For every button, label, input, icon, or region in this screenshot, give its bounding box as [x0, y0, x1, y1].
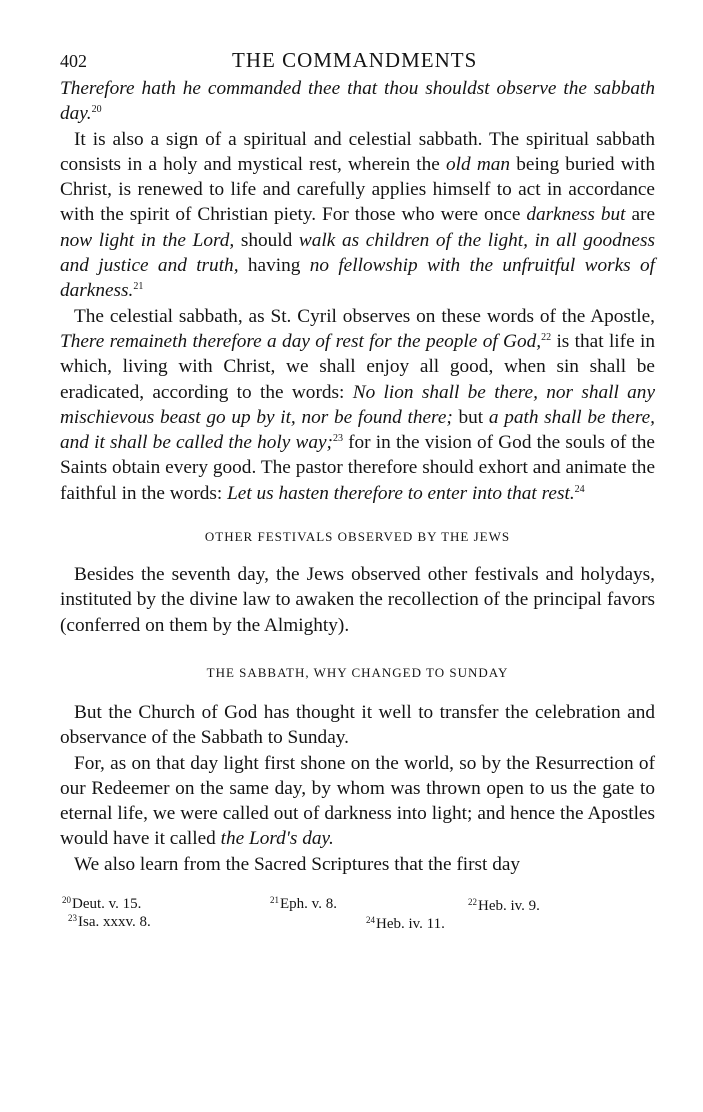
italic-run: a path shall be there, and it shall be called the holy way; — [60, 406, 655, 454]
footnote-mark: 21 — [270, 895, 279, 906]
paragraph-1 — [60, 76, 655, 127]
footnote-24 — [366, 915, 445, 933]
page-header — [60, 46, 655, 76]
text-run: but — [452, 406, 489, 428]
text-run: It is also a sign of a spiritual and celestial sabbath. The spiritual sabbath consists in a holy and mystical rest, wherein the — [60, 128, 655, 175]
italic-run: darkness but — [526, 204, 626, 226]
scripture-quote: Therefore hath he commanded thee that thou shouldst observe the sabbath day. — [60, 78, 655, 125]
italic-run: There remaineth therefore a day of rest for the people of God, — [60, 330, 542, 352]
footnote-text: Isa. xxxv. 8. — [78, 914, 151, 931]
italic-run: Let us hasten therefore to enter into that rest. — [227, 482, 575, 504]
paragraph-6 — [60, 751, 655, 852]
footnote-mark: 23 — [68, 913, 77, 924]
text-run: For, as on that day light first shone on the world, so by the Resurrection of our Redeemer on the same day, by whom was thrown open to us the gate to eternal life, we were called out of darkness into light; and hence the Apostles would have it called — [60, 752, 655, 850]
italic-run: No lion shall be there, nor shall any mischievous beast go up by it, nor be found there; — [60, 381, 656, 428]
section-heading-sabbath-sunday: THE SABBATH, WHY CHANGED TO SUNDAY — [206, 664, 509, 680]
footnote-text: Heb. iv. 9. — [478, 898, 540, 915]
footnotes — [60, 891, 655, 935]
footnote-text: Heb. iv. 11. — [376, 916, 445, 933]
italic-run: old man — [446, 153, 511, 175]
text-run: being buried with Christ, is renewed to life and carefully applies himself to act in accordance with the spirit of Christian piety. For those who were once — [60, 153, 655, 226]
paragraph-5: But the Church of God has thought it well to transfer the celebration and observance of the Sabbath to Sunday. — [60, 701, 655, 749]
footnote-mark: 20 — [62, 895, 71, 906]
italic-run: the Lord's day. — [220, 828, 334, 850]
page-number: 402 — [60, 51, 87, 71]
footnote-mark: 24 — [366, 915, 375, 926]
text-run: The celestial sabbath, as St. Cyril observes on these words of the Apostle, — [74, 305, 655, 327]
footnote-ref: 22 — [541, 331, 552, 343]
footnote-ref: 24 — [574, 483, 585, 495]
section-heading-festivals: OTHER FESTIVALS OBSERVED BY THE JEWS — [204, 529, 511, 545]
footnote-22 — [468, 897, 540, 915]
footnote-ref: 21 — [133, 281, 144, 293]
italic-run: walk as children of the light, in all goodness and justice and truth, — [60, 229, 655, 277]
paragraph-7: We also learn from the Sacred Scriptures that the first day — [74, 853, 521, 875]
text-run: having — [238, 255, 310, 277]
footnote-ref: 23 — [332, 433, 343, 445]
footnote-text: Deut. v. 15. — [72, 896, 142, 913]
text-run: for in the vision of God the souls of the Saints obtain every good. The pastor therefore should exhort and animate the faithful in the words: — [60, 432, 655, 504]
text-run: should — [234, 229, 299, 251]
paragraph-2 — [60, 127, 655, 304]
footnote-21 — [270, 895, 337, 913]
footnote-text: Eph. v. 8. — [280, 896, 337, 913]
italic-run: now light in the Lord, — [60, 229, 235, 251]
paragraph-3 — [60, 304, 655, 506]
paragraph-4: Besides the seventh day, the Jews observed other festivals and holydays, instituted by the divine law to awaken the recollection of the principal favors (conferred on them by the Almighty). — [60, 564, 655, 636]
text-run: are — [625, 204, 656, 226]
text-run: is that life in which, living with Christ, we shall enjoy all good, when sin shall be eradicated, according to the words: — [60, 330, 655, 403]
footnote-mark: 22 — [468, 897, 477, 908]
italic-run: no fellowship with the unfruitful works of darkness. — [60, 255, 655, 302]
running-head: THE COMMANDMENTS — [232, 48, 478, 72]
footnote-ref: 20 — [91, 104, 102, 116]
footnote-20 — [62, 895, 141, 913]
footnote-23 — [68, 913, 151, 931]
